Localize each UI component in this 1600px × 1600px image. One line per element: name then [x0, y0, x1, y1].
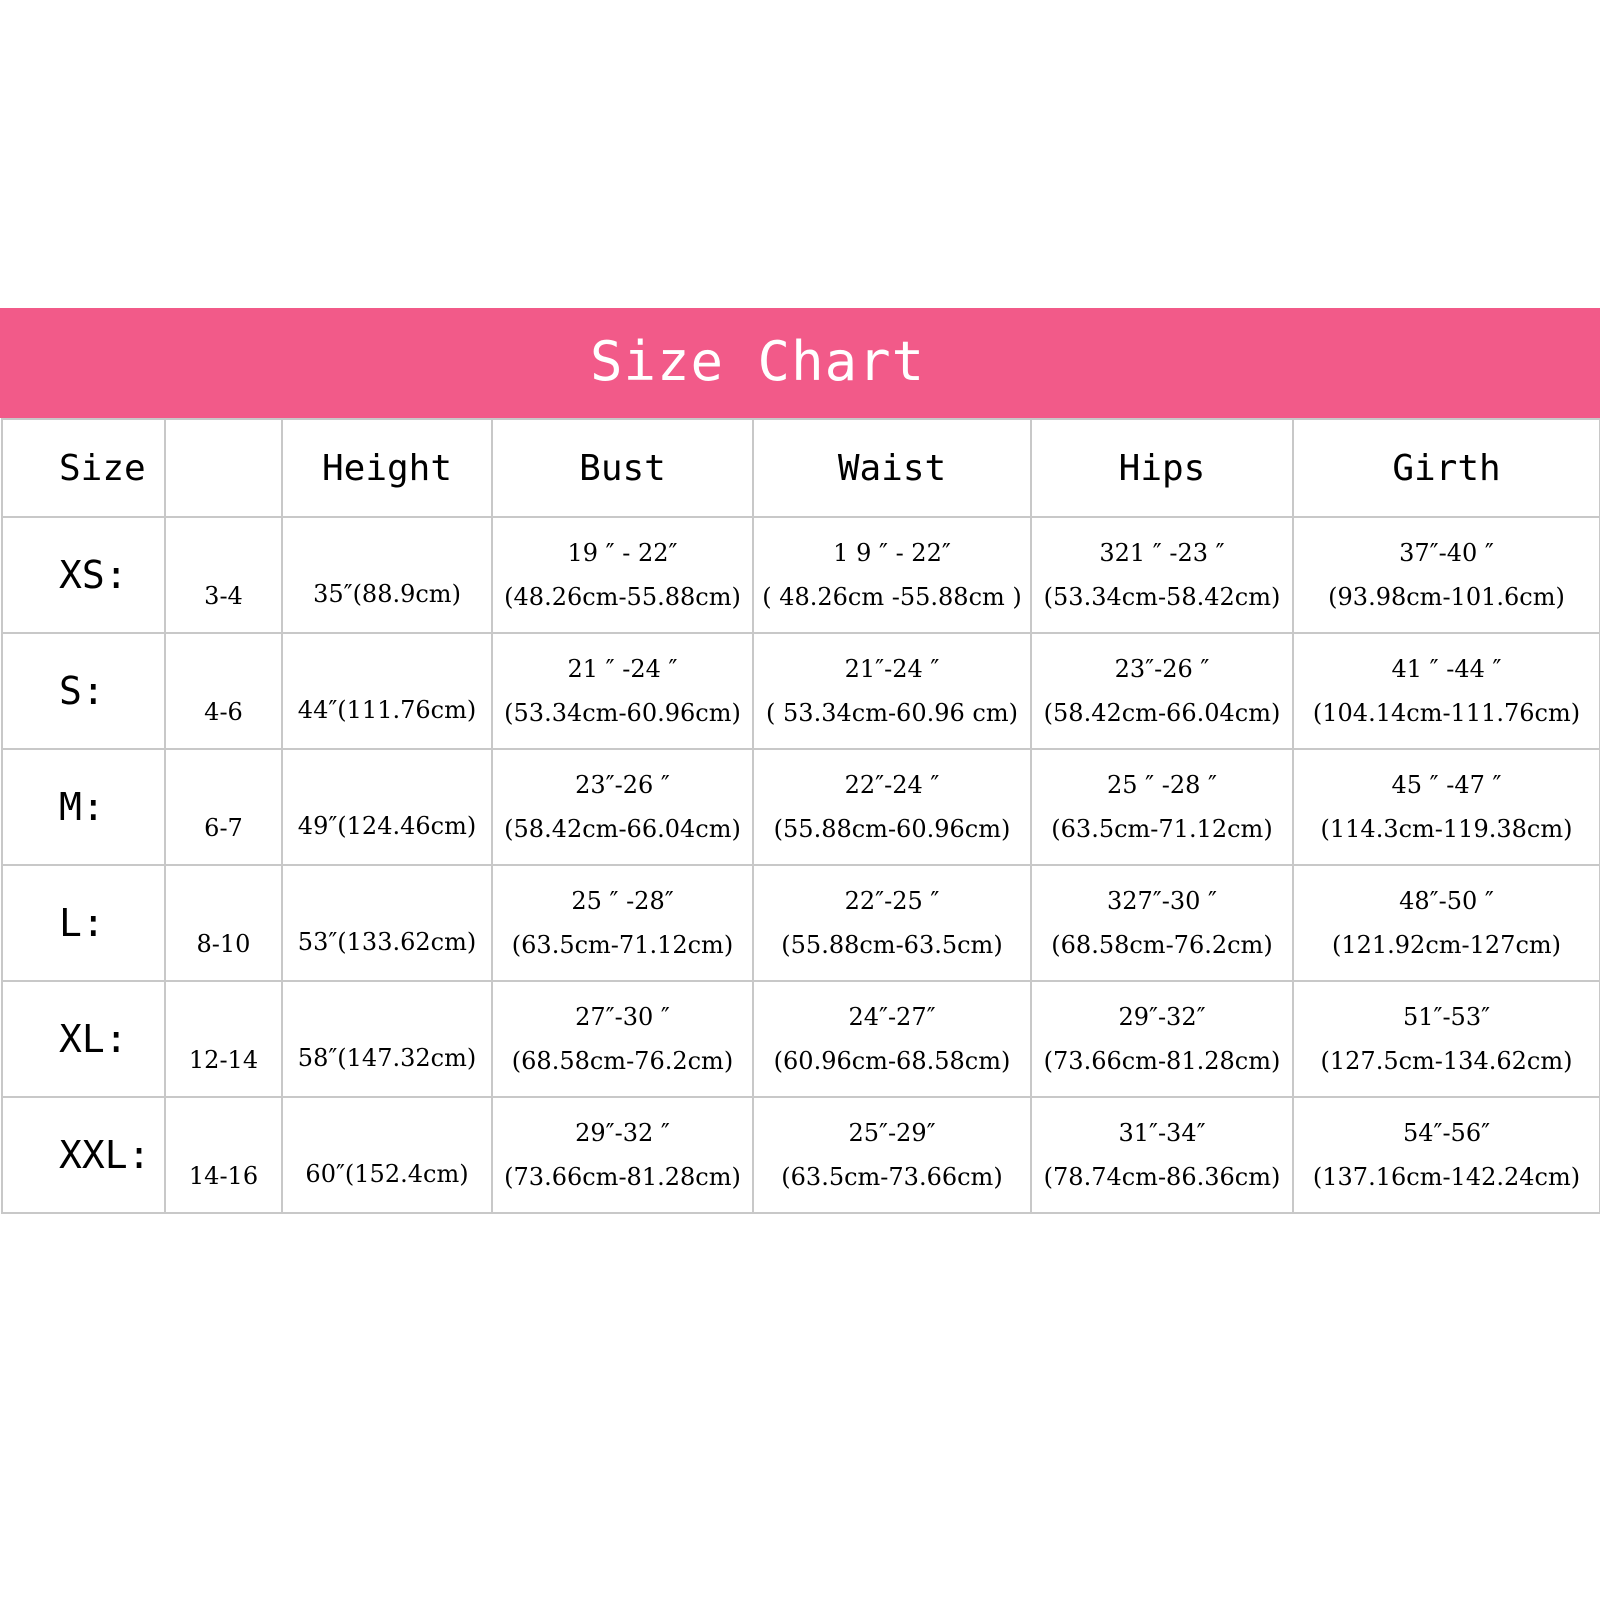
age-range: 14-16	[165, 1097, 282, 1213]
table-row	[2, 981, 1600, 1097]
hips-centimeters: (63.5cm-71.12cm)	[1051, 815, 1273, 843]
waist-cell	[753, 1097, 1031, 1213]
page-title: Size Chart	[590, 330, 926, 393]
hips-inches: 23″-26 ″	[1114, 655, 1210, 683]
bust-inches: 19 ″ - 22″	[567, 539, 678, 567]
size-chart-table	[1, 418, 1600, 1214]
girth-centimeters: (121.92cm-127cm)	[1331, 931, 1562, 959]
hips-centimeters: (53.34cm-58.42cm)	[1043, 583, 1281, 611]
waist-inches: 22″-25 ″	[844, 887, 940, 915]
waist-cell	[753, 517, 1031, 633]
girth-inches: 54″-56″	[1402, 1119, 1491, 1147]
hips-cell	[1031, 865, 1293, 981]
bust-cell	[492, 517, 753, 633]
bust-cell	[492, 865, 753, 981]
girth-centimeters: (93.98cm-101.6cm)	[1328, 583, 1565, 611]
header-hips: Hips	[1031, 419, 1293, 517]
age-range: 12-14	[165, 981, 282, 1097]
waist-cell	[753, 749, 1031, 865]
table-body	[2, 517, 1600, 1213]
hips-centimeters: (68.58cm-76.2cm)	[1051, 931, 1273, 959]
age-range: 6-7	[165, 749, 282, 865]
size-label: XXL:	[2, 1097, 165, 1213]
girth-inches: 37″-40 ″	[1399, 539, 1494, 567]
bust-centimeters: (63.5cm-71.12cm)	[511, 931, 734, 959]
girth-cell	[1293, 517, 1600, 633]
bust-inches: 27″-30 ″	[575, 1003, 670, 1031]
girth-inches: 41 ″ -44 ″	[1391, 655, 1502, 683]
girth-inches: 45 ″ -47 ″	[1391, 771, 1502, 799]
bust-inches: 23″-26 ″	[575, 771, 670, 799]
girth-cell	[1293, 633, 1600, 749]
header-waist: Waist	[753, 419, 1031, 517]
waist-inches: 1 9 ″ - 22″	[833, 539, 951, 567]
bust-inches: 21 ″ -24 ″	[567, 655, 678, 683]
waist-inches: 24″-27″	[848, 1003, 936, 1031]
bust-inches: 25 ″ -28″	[571, 887, 674, 915]
hips-cell	[1031, 749, 1293, 865]
table-row	[2, 749, 1600, 865]
bust-centimeters: (53.34cm-60.96cm)	[504, 699, 741, 727]
girth-cell	[1293, 749, 1600, 865]
header-bust: Bust	[492, 419, 753, 517]
size-label: S:	[2, 633, 165, 749]
hips-cell	[1031, 981, 1293, 1097]
girth-centimeters: (137.16cm-142.24cm)	[1312, 1163, 1581, 1191]
hips-inches: 327″-30 ″	[1106, 887, 1217, 915]
waist-inches: 25″-29″	[848, 1119, 936, 1147]
waist-centimeters: (55.88cm-63.5cm)	[781, 931, 1003, 959]
hips-inches: 31″-34″	[1118, 1119, 1206, 1147]
header-row	[2, 419, 1600, 517]
waist-inches: 22″-24 ″	[844, 771, 940, 799]
hips-inches: 25 ″ -28 ″	[1106, 771, 1217, 799]
height-value: 49″(124.46cm)	[282, 749, 492, 865]
waist-centimeters: (63.5cm-73.66cm)	[781, 1163, 1003, 1191]
hips-inches: 29″-32″	[1118, 1003, 1206, 1031]
bust-centimeters: (48.26cm-55.88cm)	[504, 583, 741, 611]
hips-centimeters: (73.66cm-81.28cm)	[1043, 1047, 1281, 1075]
waist-cell	[753, 633, 1031, 749]
age-range: 8-10	[165, 865, 282, 981]
waist-inches: 21″-24 ″	[844, 655, 940, 683]
girth-cell	[1293, 865, 1600, 981]
height-value: 53″(133.62cm)	[282, 865, 492, 981]
hips-inches: 321 ″ -23 ″	[1099, 539, 1225, 567]
bust-cell	[492, 633, 753, 749]
header-size: Size	[2, 419, 165, 517]
age-range: 3-4	[165, 517, 282, 633]
hips-cell	[1031, 633, 1293, 749]
size-label: XS:	[2, 517, 165, 633]
waist-centimeters: ( 48.26cm -55.88cm )	[762, 583, 1022, 611]
age-range: 4-6	[165, 633, 282, 749]
bust-cell	[492, 981, 753, 1097]
table-row	[2, 633, 1600, 749]
hips-cell	[1031, 1097, 1293, 1213]
height-value: 44″(111.76cm)	[282, 633, 492, 749]
bust-cell	[492, 1097, 753, 1213]
bust-centimeters: (68.58cm-76.2cm)	[511, 1047, 734, 1075]
girth-cell	[1293, 981, 1600, 1097]
waist-cell	[753, 865, 1031, 981]
height-value: 58″(147.32cm)	[282, 981, 492, 1097]
size-label: L:	[2, 865, 165, 981]
bust-centimeters: (58.42cm-66.04cm)	[504, 815, 741, 843]
hips-centimeters: (78.74cm-86.36cm)	[1043, 1163, 1281, 1191]
girth-centimeters: (127.5cm-134.62cm)	[1320, 1047, 1573, 1075]
waist-centimeters: ( 53.34cm-60.96 cm)	[766, 699, 1018, 727]
girth-centimeters: (114.3cm-119.38cm)	[1320, 815, 1573, 843]
height-value: 60″(152.4cm)	[282, 1097, 492, 1213]
header-age	[165, 419, 282, 517]
girth-inches: 48″-50 ″	[1399, 887, 1494, 915]
bust-inches: 29″-32 ″	[575, 1119, 670, 1147]
girth-inches: 51″-53″	[1402, 1003, 1491, 1031]
hips-cell	[1031, 517, 1293, 633]
waist-centimeters: (55.88cm-60.96cm)	[773, 815, 1011, 843]
height-value: 35″(88.9cm)	[282, 517, 492, 633]
bust-cell	[492, 749, 753, 865]
header-height: Height	[282, 419, 492, 517]
title-banner	[0, 308, 1600, 418]
waist-cell	[753, 981, 1031, 1097]
table-row	[2, 865, 1600, 981]
bust-centimeters: (73.66cm-81.28cm)	[504, 1163, 741, 1191]
table-row	[2, 517, 1600, 633]
waist-centimeters: (60.96cm-68.58cm)	[773, 1047, 1011, 1075]
header-girth: Girth	[1293, 419, 1600, 517]
girth-cell	[1293, 1097, 1600, 1213]
table-row	[2, 1097, 1600, 1213]
size-label: XL:	[2, 981, 165, 1097]
hips-centimeters: (58.42cm-66.04cm)	[1043, 699, 1281, 727]
girth-centimeters: (104.14cm-111.76cm)	[1312, 699, 1581, 727]
size-label: M:	[2, 749, 165, 865]
